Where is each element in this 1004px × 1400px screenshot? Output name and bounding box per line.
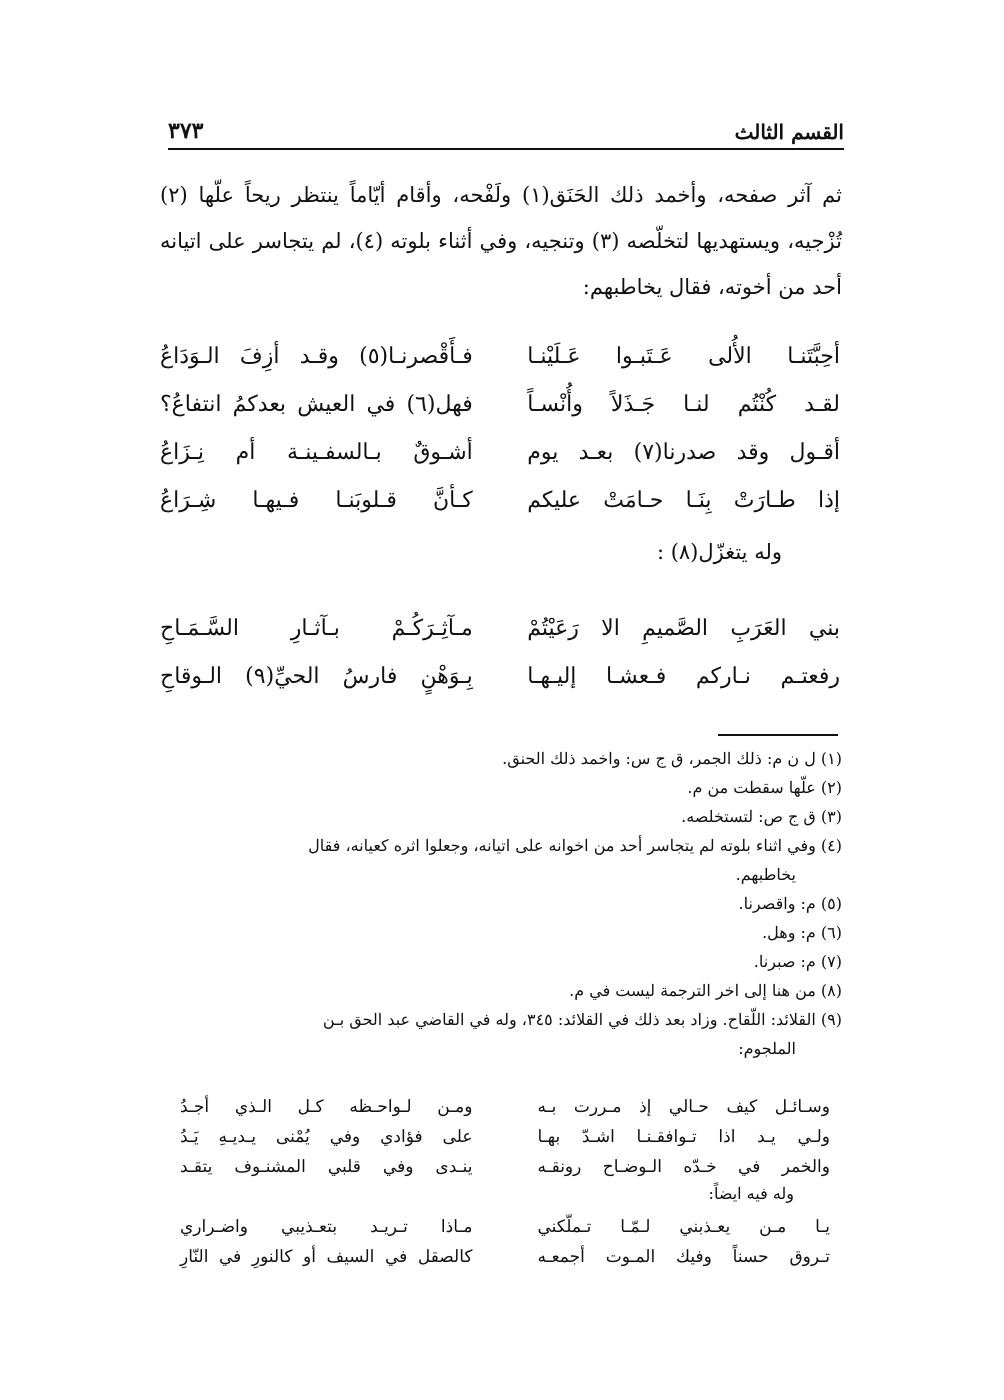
first-hemistich: أقـول وقد صدرنا(٧) بعـد يوم [527, 439, 840, 465]
footnote-2: (٢) علّها سقطت من م. [687, 778, 842, 797]
verse-line [180, 1242, 830, 1272]
second-hemistich: ومـن لـواحـظه كـل الـذي أجـدُ [180, 1097, 473, 1117]
footnote-poem-2-intro: وله فيه ايضاً: [708, 1184, 794, 1203]
first-hemistich: تـروق حسناً وفيك المـوت أجمعـه [537, 1247, 830, 1267]
first-hemistich: والخمر في خـدّه الـوضـاح رونقـه [537, 1157, 830, 1177]
footnote-9: (٩) القلائد: اللّقاح. وزاد بعد ذلك في القلائد: ٣٤٥، وله في القاضي عبد الحق بـن [322, 1010, 842, 1029]
verse-line [180, 1122, 830, 1152]
footnote-poem-1 [180, 1092, 830, 1182]
footnote-3: (٣) ق ج ص: لتستخلصه. [681, 807, 842, 826]
verse-line [160, 380, 840, 428]
section-title: القسم الثالث [734, 120, 844, 144]
second-hemistich: مـآثِـرَكُـمْ بـآثـارِ السَّـمَـاحِ [160, 615, 473, 641]
footnote-poem-2 [180, 1212, 830, 1272]
footnote-5: (٥) م: واقصرنا. [738, 894, 842, 913]
footnotes [160, 744, 842, 1063]
first-hemistich: وسـائـل كيف حـالي إذ مـررت بـه [537, 1097, 830, 1117]
poem-1 [160, 332, 840, 524]
second-hemistich: فهل(٦) في العيش بعدكمُ انتفاعُ؟ [160, 391, 473, 417]
header-rule [168, 148, 844, 150]
second-hemistich: ينـدى وفي قلبي المشنـوف يتقـد [180, 1157, 473, 1177]
verse-line [180, 1152, 830, 1182]
second-hemistich: أشـوقٌ بـالسفـينـة أم نِـزَاعُ [160, 439, 473, 465]
second-hemistich: مـاذا تـريـد بتعـذيبي واضـراري [180, 1217, 473, 1237]
verse-line [160, 604, 840, 652]
second-hemistich: كالصقل في السيف أو كالنورِ في النّارِ [180, 1247, 473, 1267]
first-hemistich: رفعتـم نـاركم فـعشـا إليـهـا [527, 663, 840, 689]
footnote-9-continued: الملجوم: [738, 1039, 796, 1058]
footnote-7: (٧) م: صبرنا. [753, 952, 842, 971]
second-hemistich: على فؤادي وفي يُمْنى يـديـهِ يَـدُ [180, 1127, 473, 1147]
first-hemistich: يـا مـن يعـذبني لـمّـا تـملّكني [537, 1217, 830, 1237]
page-header [168, 108, 844, 144]
poem-2-intro: وله يتغزّل(٨) : [656, 540, 782, 564]
verse-line [160, 652, 840, 700]
poem-2 [160, 604, 840, 700]
footnote-1: (١) ل ن م: ذلك الجمر، ق ج س: واخمد ذلك الحنق. [502, 749, 842, 768]
second-hemistich: بِـوَهْنٍ فارسُ الحيِّ(٩) الـوقاحِ [160, 663, 473, 689]
footnote-8: (٨) من هنا إلى اخر الترجمة ليست في م. [569, 981, 842, 1000]
first-hemistich: أحِبَّتَنـا الأُلى عَـتَبـوا عَـلَيْنـا [527, 343, 840, 369]
second-hemistich: كـأنَّ قـلوبَنـا فـيهـا شِـرَاعُ [160, 487, 473, 513]
page-number: ٣٧٣ [168, 118, 204, 144]
footnote-6: (٦) م: وهل. [762, 923, 842, 942]
first-hemistich: بني العَرَبِ الصَّميمِ الا رَعَيْتُمْ [527, 615, 840, 641]
verse-line [180, 1092, 830, 1122]
first-hemistich: لقـد كُنْتُم لنـا جَـذَلاً وأُنْسـاً [527, 391, 840, 417]
verse-line [160, 332, 840, 380]
verse-line [160, 428, 840, 476]
first-hemistich: إذا طـارَتْ بِنَـا حـامَتْ عليكم [527, 487, 840, 513]
verse-line [180, 1212, 830, 1242]
first-hemistich: ولـي يـد اذا تـوافقـنـا اشـدّ بهـا [537, 1127, 830, 1147]
prose-paragraph: ثم آثر صفحه، وأخمد ذلك الحَنَق(١) ولَفْحه، وأقام أيّاماً ينتظر ريحاً علّها (٢) تُزْجيه، ويستهديها لتخلّصه (٣) وتنجيه، وفي أثناء بلوته (٤)، لم يتجاسر على اتيانه أحد من أخوته، فقال يخاطبهم: [160, 183, 842, 299]
second-hemistich: فـأَقْصرنـا(٥) وقـد أزِفَ الـوَدَاعُ [160, 343, 473, 369]
verse-line [160, 476, 840, 524]
footnote-4: (٤) وفي اثناء بلوته لم يتجاسر أحد من اخوانه على اتيانه، وجعلوا اثره كعيانه، فقال [308, 836, 842, 855]
footnote-separator [718, 734, 838, 736]
footnote-4-continued: يخاطبهم. [735, 865, 796, 884]
